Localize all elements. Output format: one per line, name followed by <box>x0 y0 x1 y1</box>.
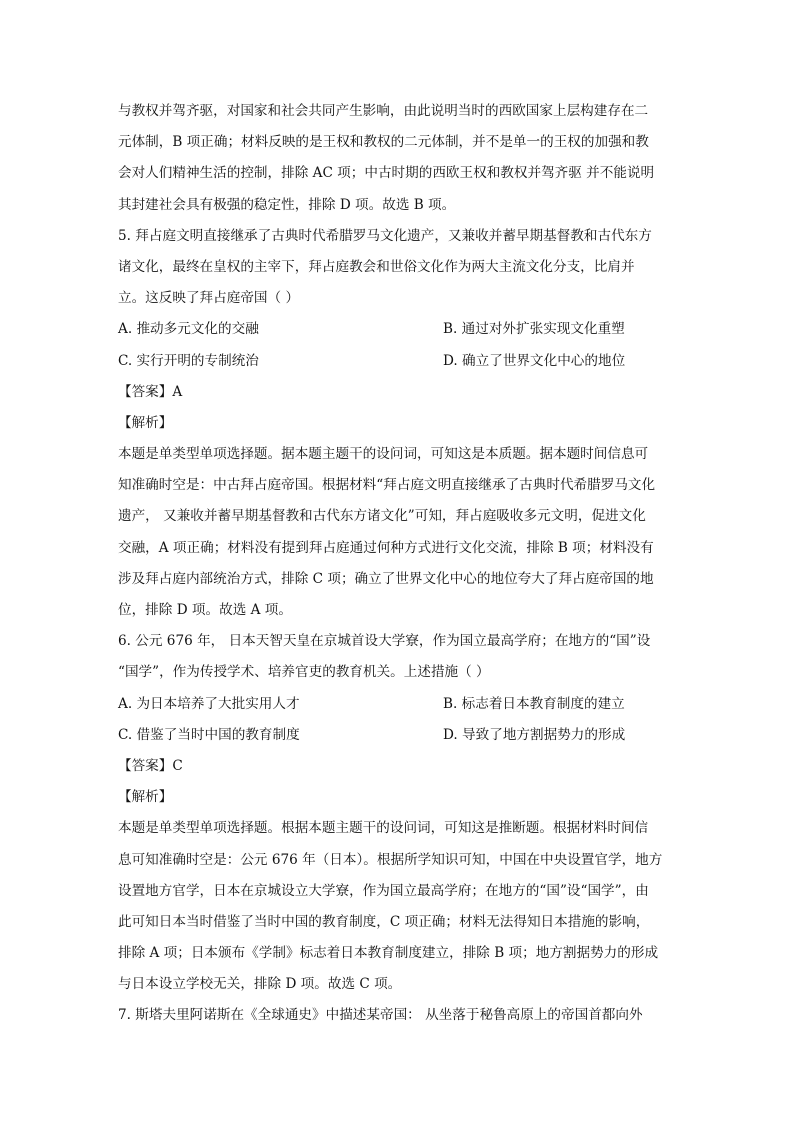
q6-analysis-text: 排除 A 项；日本颁布《学制》标志着日本教育制度建立，排除 B 项；地方割据势力的形成 <box>118 945 659 962</box>
q5-option-c: C. 实行开明的专制统治 <box>118 352 259 369</box>
question-6-stem: 6. 公元 676 年， 日本天智天皇在京城首设大学寮，作为国立最高学府；在地方的“国”设 <box>118 633 651 650</box>
q6-analysis-text: 本题是单类型单项选择题。根据本题主题干的设问词，可知这是推断题。根据材料时间信 <box>118 820 649 837</box>
question-6-stem: “国学”，作为传授学术、培养官吏的教育机关。上述措施（ ） <box>118 664 490 681</box>
q5-analysis-heading: 【解析】 <box>118 414 173 431</box>
question-6-options-row <box>118 689 674 720</box>
q5-analysis-text: 本题是单类型单项选择题。据本题主题干的设问词，可知这是本质题。据本题时间信息可 <box>118 446 649 463</box>
q5-analysis-text: 遗产， 又兼收并蓄早期基督教和古代东方诸文化”可知，拜占庭吸收多元文明，促进文化 <box>118 508 646 525</box>
q5-option-a: A. 推动多元文化的交融 <box>118 321 259 338</box>
question-6-options-row <box>118 720 674 751</box>
text-line: 会对人们精神生活的控制，排除 AC 项；中古时期的西欧王权和教权并驾齐驱 并不能说明 <box>118 165 655 182</box>
q5-analysis-text: 交融，A 项正确；材料没有提到拜占庭通过何种方式进行文化交流，排除 B 项；材料没有 <box>118 539 654 556</box>
question-5-stem: 5. 拜占庭文明直接继承了古典时代希腊罗马文化遗产，又兼收并蓄早期基督教和古代东方 <box>118 227 652 244</box>
q6-analysis-heading: 【解析】 <box>118 789 173 806</box>
q5-analysis-text: 涉及拜占庭内部统治方式，排除 C 项；确立了世界文化中心的地位夸大了拜占庭帝国的地 <box>118 570 654 587</box>
q6-analysis-text: 设置地方官学，日本在京城设立大学寮，作为国立最高学府；在地方的“国”设“国学”，由 <box>118 882 649 899</box>
q6-option-a: A. 为日本培养了大批实用人才 <box>118 695 300 712</box>
q6-analysis-text: 与日本设立学校无关，排除 D 项。故选 C 项。 <box>118 976 402 993</box>
q6-option-d: D. 导致了地方割据势力的形成 <box>443 726 626 743</box>
document-page <box>118 96 674 1032</box>
q6-option-c: C. 借鉴了当时中国的教育制度 <box>118 726 300 743</box>
q5-analysis-text: 知准确时空是：中古拜占庭帝国。根据材料“拜占庭文明直接继承了古典时代希腊罗马文化 <box>118 477 656 494</box>
q6-option-b: B. 标志着日本教育制度的建立 <box>443 695 625 712</box>
q5-option-d: D. 确立了世界文化中心的地位 <box>443 352 626 369</box>
q5-option-b: B. 通过对外扩张实现文化重塑 <box>443 321 625 338</box>
text-line: 元体制，B 项正确；材料反映的是王权和教权的二元体制，并不是单一的王权的加强和教 <box>118 134 649 151</box>
q6-analysis-text: 息可知准确时空是：公元 676 年（日本）。根据所学知识可知，中国在中央设置官学，地方 <box>118 851 663 868</box>
question-5-stem: 立。这反映了拜占庭帝国（ ） <box>118 290 300 307</box>
question-7-stem: 7. 斯塔夫里阿诺斯在《全球通史》中描述某帝国： 从坐落于秘鲁高原上的帝国首都向外 <box>118 1007 643 1024</box>
q6-answer: 【答案】C <box>118 757 183 774</box>
q5-answer: 【答案】A <box>118 383 183 400</box>
text-line: 与教权并驾齐驱，对国家和社会共同产生影响，由此说明当时的西欧国家上层构建存在二 <box>118 103 649 119</box>
question-5-options-row <box>118 346 674 377</box>
question-5-stem: 诸文化，最终在皇权的主宰下，拜占庭教会和世俗文化作为两大主流文化分支，比肩并 <box>118 258 635 275</box>
q6-analysis-text: 此可知日本当时借鉴了当时中国的教育制度，C 项正确；材料无法得知日本措施的影响， <box>118 913 650 930</box>
question-5-options-row <box>118 314 674 345</box>
text-line: 其封建社会具有极强的稳定性，排除 D 项。故选 B 项。 <box>118 196 456 213</box>
q5-analysis-text: 位，排除 D 项。故选 A 项。 <box>118 602 292 618</box>
